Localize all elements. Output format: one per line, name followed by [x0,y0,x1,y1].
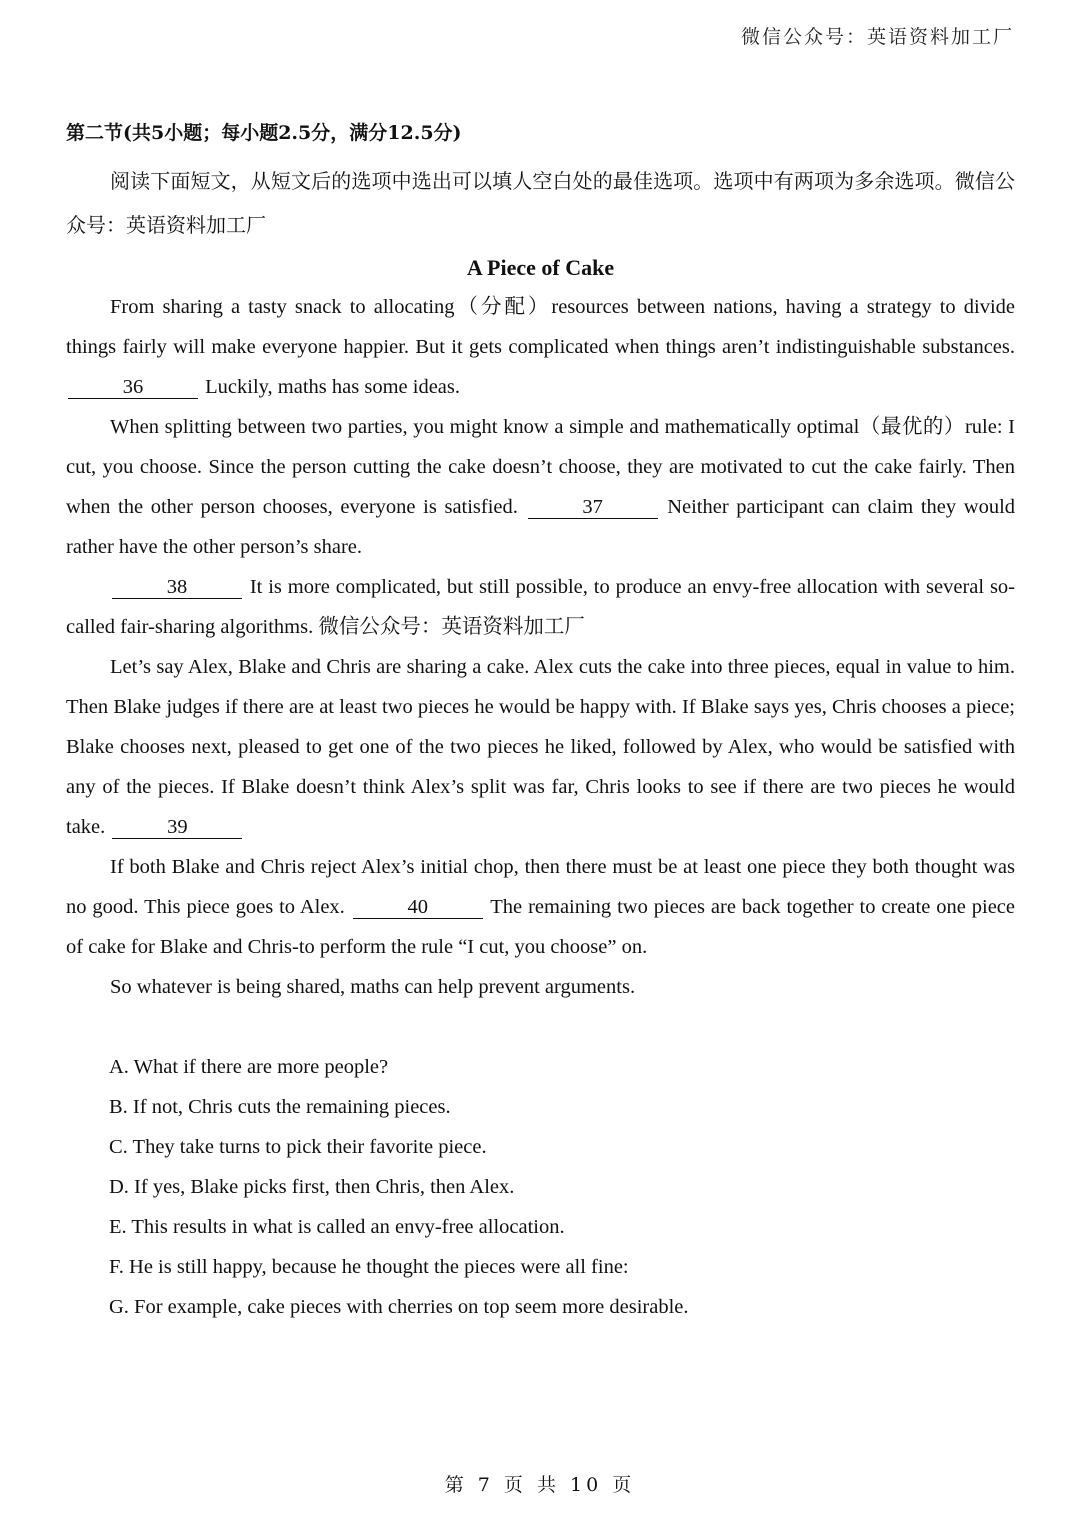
paragraph-5 [66,847,1015,967]
section-heading: 第二节(共5小题；每小题2.5分，满分12.5分) [66,122,462,144]
article-title: A Piece of Cake [466,255,615,280]
blank-39: 39 [112,816,242,839]
option-g: G. For example, cake pieces with cherries on top seem more desirable. [109,1296,689,1318]
blank-38: 38 [112,576,242,599]
paragraph-1 [66,287,1015,407]
paragraph-2-text-b: Neither participant can claim they would rather have the other person’s share. [66,496,1016,558]
paragraph-3-text: It is more complicated, but still possible, to produce an envy-free allocation with several so-called fair-sharing algorithms. 微信公众号：英语资料加工厂 [66,576,1015,638]
option-d: D. If yes, Blake picks first, then Chris, then Alex. [109,1176,515,1198]
header-watermark: 微信公众号：英语资料加工厂 [740,26,1014,48]
paragraph-1-text-a: From sharing a tasty snack to allocating（分配）resources between nations, having a strategy to divide things fairly will make everyone happier. But it gets complicated when things aren’t indistinguishable substances. [66,296,1015,358]
option-c: C. They take turns to pick their favorite piece. [109,1136,487,1158]
blank-36: 36 [68,376,198,399]
page-content [66,118,1015,1327]
paragraph-2 [66,407,1015,567]
option-a: A. What if there are more people? [109,1056,389,1078]
page-number: 第 7 页 共 10 页 [444,1474,636,1496]
blank-40: 40 [353,896,483,919]
paragraph-4-text: Let’s say Alex, Blake and Chris are sharing a cake. Alex cuts the cake into three pieces, equal in value to him. Then Blake judges if there are at least two pieces he would be happy with. If Blake says yes, Chris chooses a piece; Blake chooses next, pleased to get one of the two pieces he liked, followed by Alex, who would be satisfied with any of the pieces. If Blake doesn’t think Alex’s split was far, Chris looks to see if there are two pieces he would take. [66,656,1015,838]
option-b: B. If not, Chris cuts the remaining pieces. [109,1096,451,1118]
paragraph-6: So whatever is being shared, maths can help prevent arguments. [110,976,636,998]
answer-options [66,1047,1015,1327]
section-instructions: 阅读下面短文，从短文后的选项中选出可以填人空白处的最佳选项。选项中有两项为多余选项。微信公众号：英语资料加工厂 [66,169,1015,237]
paragraph-5-text-a: If both Blake and Chris reject Alex’s initial chop, then there must be at least one piece they both thought was no good. This piece goes to Alex. [66,856,1015,918]
blank-37: 37 [528,496,658,519]
paragraph-2-text-a: When splitting between two parties, you might know a simple and mathematically optimal（最优的）rule: I cut, you choose. Since the person cutting the cake doesn’t choose, they are motivated to cut the cake fairly. Then when the other person chooses, everyone is satisfied. [66,416,1015,518]
paragraph-1-text-b: Luckily, maths has some ideas. [205,376,460,398]
paragraph-4 [66,647,1015,847]
option-f: F. He is still happy, because he thought the pieces were all fine: [109,1256,629,1278]
paragraph-3 [66,567,1015,647]
paragraph-5-text-b: The remaining two pieces are back together to create one piece of cake for Blake and Chris-to perform the rule “I cut, you choose” on. [66,896,1015,958]
option-e: E. This results in what is called an envy-free allocation. [109,1216,565,1238]
